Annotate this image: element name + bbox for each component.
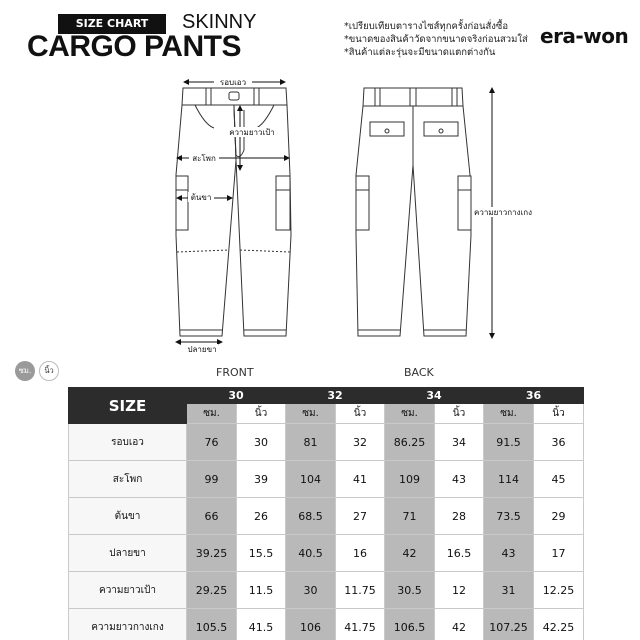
unit-inch-toggle[interactable]: นิ้ว xyxy=(39,361,59,381)
cell-cm-value: 91.5 xyxy=(484,424,534,461)
cell-cm-value: 107.25 xyxy=(484,609,534,640)
front-right-cargo-flap xyxy=(276,176,290,190)
cell-inch-value: 15.5 xyxy=(237,535,286,572)
cell-cm-value: 39.25 xyxy=(187,535,237,572)
hem-label: ปลายขา xyxy=(187,345,217,354)
cell-inch-value: 42.25 xyxy=(534,609,584,640)
row-label: ต้นขา xyxy=(69,498,187,535)
table-row xyxy=(69,498,584,535)
back-right-cargo-flap xyxy=(458,176,471,190)
cell-inch-value: 41.75 xyxy=(336,609,385,640)
size-table xyxy=(68,387,584,640)
cell-cm-value: 104 xyxy=(286,461,336,498)
back-left-cargo-pocket xyxy=(356,190,369,230)
belt-loop xyxy=(375,88,380,106)
cell-cm-value: 71 xyxy=(385,498,435,535)
rise-label: ความยาวเป้า xyxy=(229,128,275,137)
back-right-cargo-pocket xyxy=(458,190,471,230)
table-row xyxy=(69,609,584,640)
cell-inch-value: 26 xyxy=(237,498,286,535)
cell-cm-value: 76 xyxy=(187,424,237,461)
cell-inch-value: 12.25 xyxy=(534,572,584,609)
cell-cm-value: 99 xyxy=(187,461,237,498)
size-32-header: 32 xyxy=(286,388,385,404)
waist-label: รอบเอว xyxy=(219,78,247,87)
unit-cm-toggle[interactable]: ซม. xyxy=(15,361,35,381)
cell-cm-value: 68.5 xyxy=(286,498,336,535)
table-row xyxy=(69,461,584,498)
row-label: สะโพก xyxy=(69,461,187,498)
cell-cm-value: 105.5 xyxy=(187,609,237,640)
cell-inch-value: 12 xyxy=(435,572,484,609)
unit-cm-header: ซม. xyxy=(385,404,435,424)
cell-cm-value: 40.5 xyxy=(286,535,336,572)
cell-cm-value: 81 xyxy=(286,424,336,461)
table-row xyxy=(69,572,584,609)
table-row xyxy=(69,424,584,461)
cell-cm-value: 73.5 xyxy=(484,498,534,535)
cell-inch-value: 11.75 xyxy=(336,572,385,609)
unit-inch-header: นิ้ว xyxy=(435,404,484,424)
back-view-label: BACK xyxy=(404,366,434,379)
front-button xyxy=(229,92,239,100)
cell-inch-value: 28 xyxy=(435,498,484,535)
row-label: รอบเอว xyxy=(69,424,187,461)
cell-inch-value: 29 xyxy=(534,498,584,535)
cell-inch-value: 39 xyxy=(237,461,286,498)
unit-inch-header: นิ้ว xyxy=(237,404,286,424)
cell-inch-value: 11.5 xyxy=(237,572,286,609)
row-label: ความยาวเป้า xyxy=(69,572,187,609)
hip-label: สะโพก xyxy=(192,154,216,163)
unit-inch-header: นิ้ว xyxy=(336,404,385,424)
cell-cm-value: 109 xyxy=(385,461,435,498)
cell-cm-value: 30.5 xyxy=(385,572,435,609)
cell-inch-value: 45 xyxy=(534,461,584,498)
cell-inch-value: 16 xyxy=(336,535,385,572)
belt-loop xyxy=(410,88,416,106)
cell-cm-value: 30 xyxy=(286,572,336,609)
front-right-cargo-pocket xyxy=(276,190,290,230)
back-left-cargo-flap xyxy=(356,176,369,190)
page-title: CARGO PANTS xyxy=(27,30,241,63)
size-chart-badge: SIZE CHART xyxy=(58,14,166,34)
unit-cm-header: ซม. xyxy=(286,404,336,424)
row-label: ปลายขา xyxy=(69,535,187,572)
cell-cm-value: 31 xyxy=(484,572,534,609)
cell-inch-value: 30 xyxy=(237,424,286,461)
front-pants-drawing xyxy=(176,88,291,336)
note-line: *เปรียบเทียบตารางไซส์ทุกครั้งก่อนสั่งซื้อ xyxy=(344,21,509,32)
table-row xyxy=(69,535,584,572)
cell-cm-value: 86.25 xyxy=(385,424,435,461)
back-pants-drawing xyxy=(356,88,471,336)
cell-inch-value: 43 xyxy=(435,461,484,498)
cell-cm-value: 66 xyxy=(187,498,237,535)
cell-inch-value: 41.5 xyxy=(237,609,286,640)
note-line: *สินค้าแต่ละรุ่นจะมีขนาดแตกต่างกัน xyxy=(344,47,496,58)
cell-cm-value: 42 xyxy=(385,535,435,572)
cell-cm-value: 114 xyxy=(484,461,534,498)
row-label: ความยาวกางเกง xyxy=(69,609,187,640)
cell-inch-value: 27 xyxy=(336,498,385,535)
cell-cm-value: 43 xyxy=(484,535,534,572)
front-left-cargo-pocket xyxy=(176,190,188,230)
unit-cm-header: ซม. xyxy=(484,404,534,424)
cell-inch-value: 42 xyxy=(435,609,484,640)
cell-inch-value: 41 xyxy=(336,461,385,498)
cell-cm-value: 106.5 xyxy=(385,609,435,640)
front-view-label: FRONT xyxy=(216,366,254,379)
front-left-cargo-flap xyxy=(176,176,188,190)
note-line: *ขนาดของสินค้าวัดจากขนาดจริงก่อนสวมใส่ xyxy=(344,34,528,45)
unit-cm-header: ซม. xyxy=(187,404,237,424)
belt-loop xyxy=(452,88,457,106)
belt-loop xyxy=(254,88,259,105)
cell-cm-value: 29.25 xyxy=(187,572,237,609)
belt-loop xyxy=(206,88,211,105)
length-label: ความยาวกางเกง xyxy=(473,208,533,217)
size-36-header: 36 xyxy=(484,388,584,404)
size-header: SIZE xyxy=(69,388,187,424)
unit-inch-header: นิ้ว xyxy=(534,404,584,424)
cell-inch-value: 36 xyxy=(534,424,584,461)
fit-label: SKINNY xyxy=(182,11,257,33)
cell-inch-value: 32 xyxy=(336,424,385,461)
cell-inch-value: 34 xyxy=(435,424,484,461)
brand-logo: era-won xyxy=(540,24,629,48)
thigh-label: ต้นขา xyxy=(190,193,212,202)
cell-cm-value: 106 xyxy=(286,609,336,640)
size-30-header: 30 xyxy=(187,388,286,404)
cell-inch-value: 16.5 xyxy=(435,535,484,572)
cell-inch-value: 17 xyxy=(534,535,584,572)
size-34-header: 34 xyxy=(385,388,484,404)
size-table-body xyxy=(69,424,584,640)
